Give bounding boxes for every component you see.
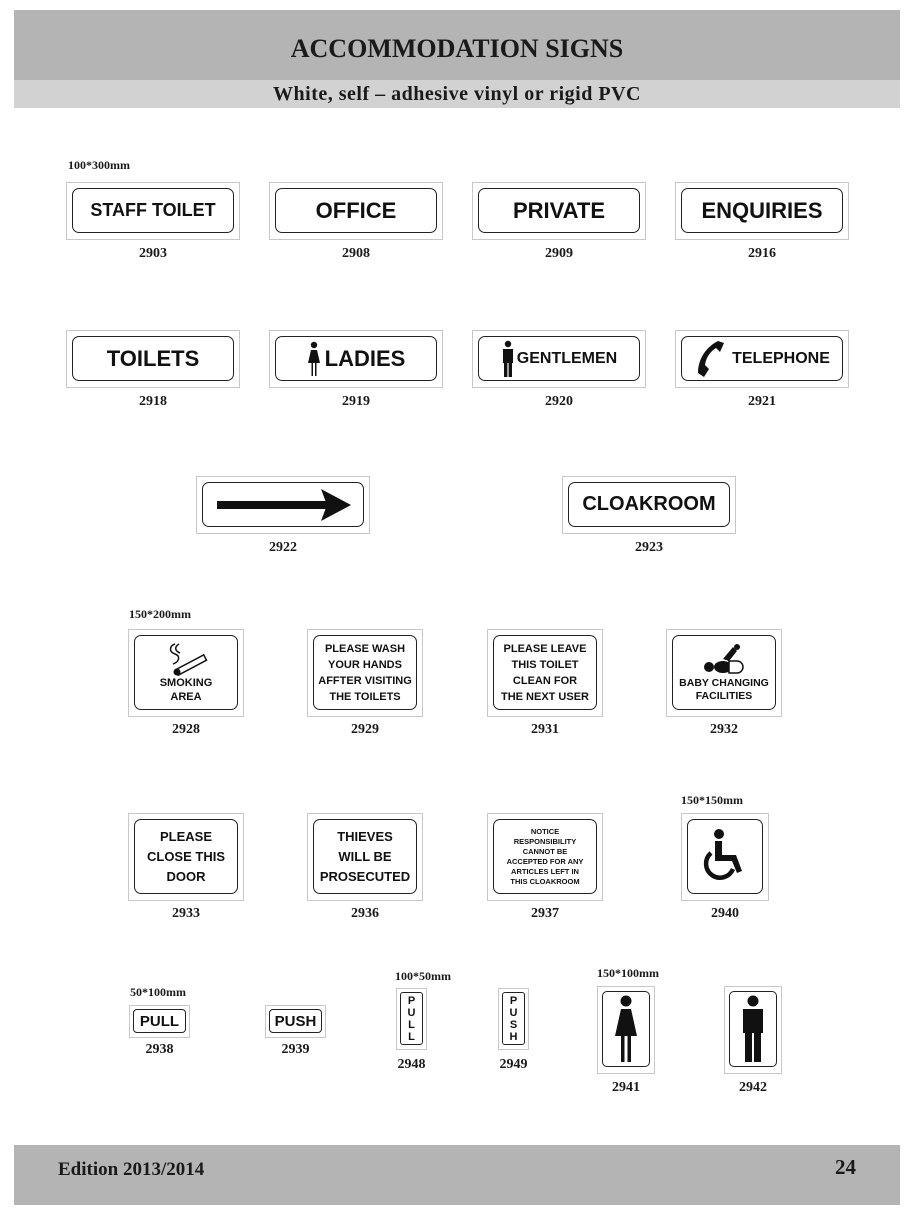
sign-text: CLEAN FOR bbox=[512, 674, 578, 687]
sign-letter: H bbox=[509, 1030, 518, 1043]
product-code: 2921 bbox=[748, 394, 776, 409]
sign-text: STAFF TOILET bbox=[72, 188, 234, 233]
sign-2919 bbox=[269, 330, 443, 388]
size-label: 100*300mm bbox=[68, 158, 130, 172]
woman-icon bbox=[307, 341, 321, 377]
product-code: 2909 bbox=[545, 246, 573, 261]
sign-text: ENQUIRIES bbox=[681, 188, 843, 233]
sign-2909 bbox=[472, 182, 646, 240]
sign-text: AFFTER VISITING bbox=[318, 674, 412, 687]
sign-text: THIS TOILET bbox=[511, 658, 579, 671]
size-label: 150*150mm bbox=[681, 793, 743, 807]
product-code: 2933 bbox=[172, 906, 200, 921]
sign-2931 bbox=[487, 629, 603, 717]
sign-2916 bbox=[675, 182, 849, 240]
sign-text: SMOKING bbox=[159, 676, 213, 689]
product-code: 2940 bbox=[711, 906, 739, 921]
arrow-right-icon bbox=[213, 487, 353, 523]
sign-text: TOILETS bbox=[72, 336, 234, 381]
man-icon bbox=[740, 994, 766, 1064]
sign-text: DOOR bbox=[166, 868, 206, 884]
product-code: 2948 bbox=[397, 1057, 426, 1072]
sign-text: WILL BE bbox=[338, 848, 392, 864]
page-title: ACCOMMODATION SIGNS bbox=[290, 34, 624, 63]
product-code: 2920 bbox=[545, 394, 573, 409]
sign-letter: U bbox=[509, 1006, 518, 1019]
sign-2918 bbox=[66, 330, 240, 388]
sign-text: GENTLEMEN bbox=[516, 349, 618, 367]
sign-text: ACCEPTED FOR ANY bbox=[506, 856, 584, 866]
product-code: 2936 bbox=[351, 906, 379, 921]
sign-letter: U bbox=[407, 1006, 416, 1019]
sign-2948 bbox=[396, 988, 427, 1050]
size-label: 150*200mm bbox=[129, 607, 191, 621]
header-bar bbox=[14, 10, 900, 80]
sign-text: THIEVES bbox=[337, 828, 393, 844]
sign-text: PLEASE WASH bbox=[324, 642, 406, 655]
product-code: 2928 bbox=[172, 722, 200, 737]
product-code: 2949 bbox=[499, 1057, 528, 1072]
sign-text: THE NEXT USER bbox=[500, 690, 589, 703]
product-code: 2929 bbox=[351, 722, 379, 737]
sign-2922 bbox=[196, 476, 370, 534]
sign-text: PUSH bbox=[269, 1009, 322, 1033]
product-code: 2903 bbox=[139, 246, 167, 261]
size-label: 150*100mm bbox=[597, 966, 659, 980]
product-code: 2939 bbox=[281, 1042, 310, 1057]
sign-2949 bbox=[498, 988, 529, 1050]
sign-text: CANNOT BE bbox=[522, 846, 568, 856]
woman-icon bbox=[613, 994, 639, 1064]
sign-text: ARTICLES LEFT IN bbox=[511, 866, 579, 876]
product-code: 2908 bbox=[342, 246, 370, 261]
sign-text: RESPONSIBILITY bbox=[513, 836, 577, 846]
sign-2929 bbox=[307, 629, 423, 717]
sign-2920 bbox=[472, 330, 646, 388]
sign-text: NOTICE bbox=[530, 826, 560, 836]
wheelchair-icon bbox=[697, 827, 753, 887]
product-code: 2938 bbox=[145, 1042, 174, 1057]
product-code: 2919 bbox=[342, 394, 370, 409]
product-code: 2937 bbox=[531, 906, 559, 921]
sign-text: YOUR HANDS bbox=[328, 658, 402, 671]
sign-text: PRIVATE bbox=[478, 188, 640, 233]
sign-2933 bbox=[128, 813, 244, 901]
footer-bar bbox=[14, 1145, 900, 1205]
sign-text: THIS CLOAKROOM bbox=[510, 876, 580, 886]
sign-letter: L bbox=[408, 1030, 415, 1043]
sign-2942 bbox=[724, 986, 782, 1074]
sign-2928 bbox=[128, 629, 244, 717]
product-code: 2916 bbox=[748, 246, 776, 261]
sign-letter: L bbox=[408, 1018, 415, 1031]
sign-text: TELEPHONE bbox=[732, 349, 830, 367]
baby-changing-icon bbox=[699, 643, 749, 677]
sign-text: PROSECUTED bbox=[319, 868, 411, 884]
sign-2941 bbox=[597, 986, 655, 1074]
sign-text: PLEASE bbox=[159, 828, 212, 844]
sign-2921 bbox=[675, 330, 849, 388]
page-number: 24 bbox=[835, 1155, 856, 1179]
sign-2938 bbox=[129, 1005, 190, 1038]
sign-text: FACILITIES bbox=[695, 689, 753, 702]
product-code: 2923 bbox=[635, 540, 663, 555]
cigarette-icon bbox=[161, 642, 211, 676]
page-subtitle: White, self – adhesive vinyl or rigid PVC bbox=[273, 83, 641, 105]
sign-2923 bbox=[562, 476, 736, 534]
sign-text: BABY CHANGING bbox=[679, 676, 769, 689]
sign-2937 bbox=[487, 813, 603, 901]
product-code: 2918 bbox=[139, 394, 167, 409]
sign-2932 bbox=[666, 629, 782, 717]
sign-text: PLEASE LEAVE bbox=[503, 642, 587, 655]
sign-letter: P bbox=[407, 994, 416, 1007]
sign-2939 bbox=[265, 1005, 326, 1038]
telephone-icon bbox=[694, 339, 730, 379]
product-code: 2931 bbox=[531, 722, 559, 737]
sign-2903 bbox=[66, 182, 240, 240]
sign-text: OFFICE bbox=[275, 188, 437, 233]
sign-2936 bbox=[307, 813, 423, 901]
sign-text: LADIES bbox=[324, 345, 406, 371]
product-code: 2932 bbox=[710, 722, 738, 737]
man-icon bbox=[501, 340, 515, 378]
subtitle-bar bbox=[14, 80, 900, 108]
sign-letter: S bbox=[509, 1018, 518, 1031]
product-code: 2942 bbox=[739, 1080, 767, 1095]
sign-2908 bbox=[269, 182, 443, 240]
sign-2940 bbox=[681, 813, 769, 901]
sign-text: AREA bbox=[170, 690, 202, 703]
product-code: 2941 bbox=[612, 1080, 640, 1095]
edition-label: Edition 2013/2014 bbox=[58, 1159, 205, 1180]
sign-letter: P bbox=[509, 994, 518, 1007]
product-code: 2922 bbox=[269, 540, 297, 555]
sign-text: THE TOILETS bbox=[329, 690, 401, 703]
sign-text: CLOAKROOM bbox=[568, 482, 730, 527]
sign-text: CLOSE THIS bbox=[146, 848, 225, 864]
size-label: 50*100mm bbox=[130, 985, 186, 999]
sign-text: PULL bbox=[133, 1009, 186, 1033]
size-label: 100*50mm bbox=[395, 969, 451, 983]
